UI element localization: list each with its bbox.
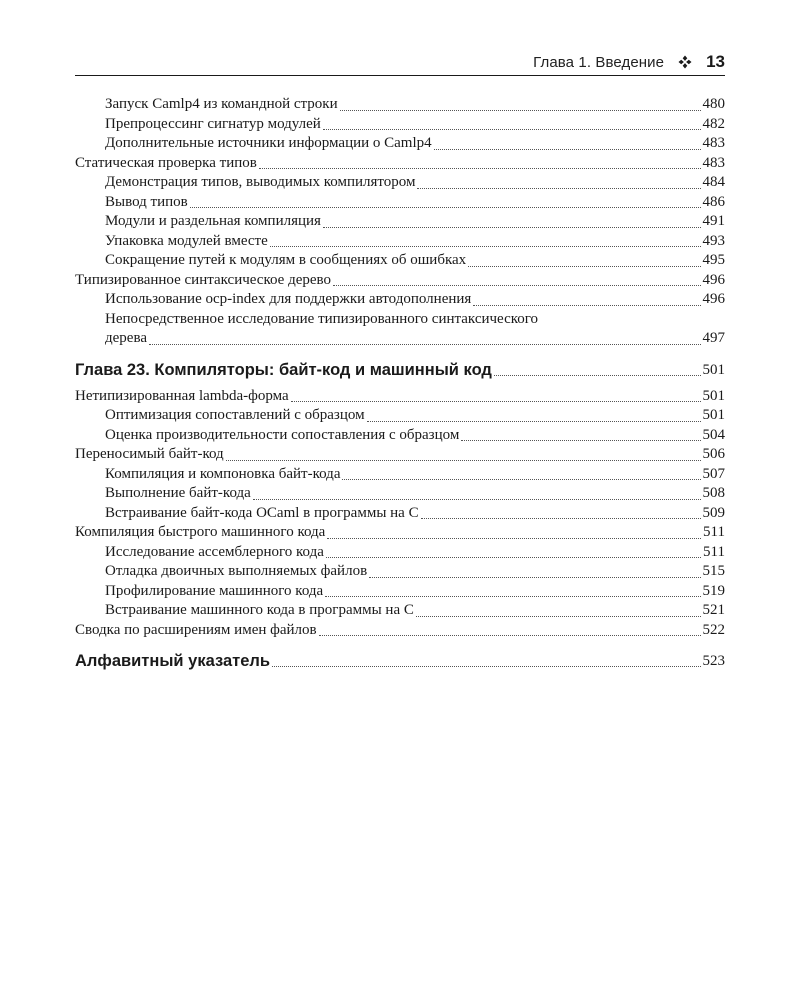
toc-entry-title: Препроцессинг сигнатур модулей (105, 115, 321, 132)
toc-entry-page: 480 (702, 96, 725, 112)
toc-entry-title: Сокращение путей к модулям в сообщениях об ошибках (105, 252, 467, 268)
toc-entry-title: Оптимизация сопоставлений с образцом (105, 407, 365, 423)
toc-entry[interactable] (75, 310, 725, 349)
dot-leader (190, 207, 701, 208)
toc-entry-wrapped-title (105, 310, 725, 349)
dot-leader (253, 499, 701, 500)
toc-entry[interactable] (75, 465, 725, 485)
toc-section-entry[interactable] (75, 445, 725, 465)
toc-entry-page: 493 (702, 232, 725, 249)
running-title: Глава 1. Введение (533, 53, 665, 71)
toc-entry-page: 508 (702, 485, 725, 501)
toc-entry-page: 501 (702, 387, 725, 404)
toc-entry[interactable] (75, 232, 725, 252)
toc-entry-page: 522 (702, 621, 725, 638)
toc-entry-title-line1: Непосредственное исследование типизированного синтаксического (105, 310, 539, 327)
toc-entry-page: 501 (702, 361, 725, 378)
dot-leader (319, 635, 701, 636)
toc-entry-title: Переносимый байт-код (75, 446, 224, 462)
dot-leader (323, 129, 701, 130)
toc-entry[interactable] (75, 134, 725, 154)
dot-leader (325, 596, 700, 597)
dot-leader (333, 285, 701, 286)
toc-entry-title: Запуск Camlp4 из командной строки (105, 96, 338, 112)
dot-leader (270, 246, 701, 247)
toc-entry[interactable] (75, 212, 725, 232)
toc-entry-title: Вывод типов (105, 193, 188, 210)
toc-entry-page: 501 (702, 407, 725, 423)
toc-entry-page: 519 (702, 582, 725, 599)
toc-entry[interactable] (75, 193, 725, 213)
toc-entry-title: Компиляция и компоновка байт-кода (105, 465, 341, 482)
toc-entry-page: 515 (702, 563, 725, 579)
toc-entry-title: Встраивание байт-кода OCaml в программы на C (105, 504, 419, 521)
toc-entry-title: Встраивание машинного кода в программы на C (105, 602, 414, 618)
toc-entry-page: 495 (702, 252, 725, 268)
toc-entry-title: Типизированное синтаксическое дерево (75, 271, 331, 288)
toc-entry[interactable] (75, 115, 725, 135)
toc-entry-page: 506 (702, 446, 725, 462)
toc-entry[interactable] (75, 504, 725, 524)
toc-entry-title: Профилирование машинного кода (105, 582, 324, 599)
toc-entry-title: Оценка производительности сопоставления с образцом (105, 426, 460, 443)
toc-entry-title: Сводка по расширениям имен файлов (75, 621, 317, 638)
toc-entry-title: Упаковка модулей вместе (105, 232, 268, 249)
toc-entry[interactable] (75, 290, 725, 310)
dot-leader (473, 305, 700, 306)
toc-section-entry[interactable] (75, 154, 725, 174)
toc-entry-page: 483 (702, 135, 725, 151)
toc-entry-page: 523 (702, 653, 725, 669)
toc-entry-title: Дополнительные источники информации о Camlp4 (105, 135, 432, 151)
toc-chapter-entry[interactable] (75, 359, 725, 381)
dot-leader (323, 227, 701, 228)
dot-leader (468, 266, 700, 267)
toc-entry-page: 521 (702, 602, 725, 618)
toc-entry-page: 483 (702, 154, 725, 171)
dot-leader (272, 666, 700, 667)
toc-index-entry[interactable] (75, 650, 725, 672)
toc-entry-title: Модули и раздельная компиляция (105, 213, 321, 229)
toc-entry-page: 482 (702, 115, 725, 132)
toc-entry-title: Компиляция быстрого машинного кода (75, 524, 326, 540)
toc-chapter-title: Алфавитный указатель (75, 652, 271, 670)
toc-entry-title: Отладка двоичных выполняемых файлов (105, 563, 368, 579)
dot-leader (416, 616, 701, 617)
toc-entry[interactable] (75, 406, 725, 426)
toc-entry-page: 511 (703, 524, 725, 540)
toc-entry-title: Выполнение байт-кода (105, 485, 251, 501)
dot-leader (326, 557, 701, 558)
table-of-contents (75, 95, 725, 672)
dot-leader (291, 401, 701, 402)
dot-leader (149, 344, 701, 345)
toc-section-entry[interactable] (75, 387, 725, 407)
toc-entry-title: Статическая проверка типов (75, 154, 257, 171)
toc-entry[interactable] (75, 95, 725, 115)
toc-entry-title: Исследование ассемблерного кода (105, 543, 324, 560)
toc-entry-page: 484 (702, 174, 725, 190)
toc-section-entry[interactable] (75, 523, 725, 543)
toc-entry[interactable] (75, 582, 725, 602)
toc-entry[interactable] (75, 426, 725, 446)
dot-leader (327, 538, 701, 539)
toc-section-entry[interactable] (75, 271, 725, 291)
header-rule (75, 75, 725, 76)
toc-entry-page: 491 (702, 213, 725, 229)
dot-leader (417, 188, 700, 189)
spacer (75, 640, 725, 650)
dot-leader (367, 421, 701, 422)
toc-entry-page: 497 (702, 330, 725, 346)
toc-entry[interactable] (75, 562, 725, 582)
toc-chapter-title: Глава 23. Компиляторы: байт-код и машинный код (75, 360, 492, 379)
toc-entry-title-line2: дерева (105, 330, 147, 346)
toc-entry-title: Использование ocp-index для поддержки автодополнения (105, 291, 472, 307)
spacer (75, 349, 725, 359)
dot-leader (461, 440, 700, 441)
toc-entry-page: 511 (703, 543, 725, 560)
dot-leader (494, 375, 701, 376)
dot-leader (421, 518, 701, 519)
toc-section-entry[interactable] (75, 621, 725, 641)
toc-entry-title: Нетипизированная lambda-форма (75, 387, 289, 404)
dot-leader (259, 168, 701, 169)
toc-entry[interactable] (75, 543, 725, 563)
page-number: 13 (706, 52, 725, 71)
toc-entry-title-line2-row (105, 329, 725, 349)
toc-entry[interactable] (75, 601, 725, 621)
toc-entry-page: 496 (702, 271, 725, 288)
dot-leader (342, 479, 700, 480)
toc-entry[interactable] (75, 173, 725, 193)
dot-leader (340, 110, 701, 111)
dot-leader (226, 460, 701, 461)
toc-entry-page: 496 (702, 291, 725, 307)
toc-entry-page: 486 (702, 193, 725, 210)
dot-leader (369, 577, 700, 578)
running-header (75, 50, 725, 74)
toc-entry-title: Демонстрация типов, выводимых компилятором (105, 174, 416, 190)
four-diamond-ornament-icon (678, 55, 692, 69)
toc-entry-page: 509 (702, 504, 725, 521)
toc-entry-page: 504 (702, 426, 725, 443)
dot-leader (434, 149, 701, 150)
toc-entry[interactable] (75, 251, 725, 271)
toc-entry[interactable] (75, 484, 725, 504)
toc-entry-page: 507 (702, 465, 725, 482)
